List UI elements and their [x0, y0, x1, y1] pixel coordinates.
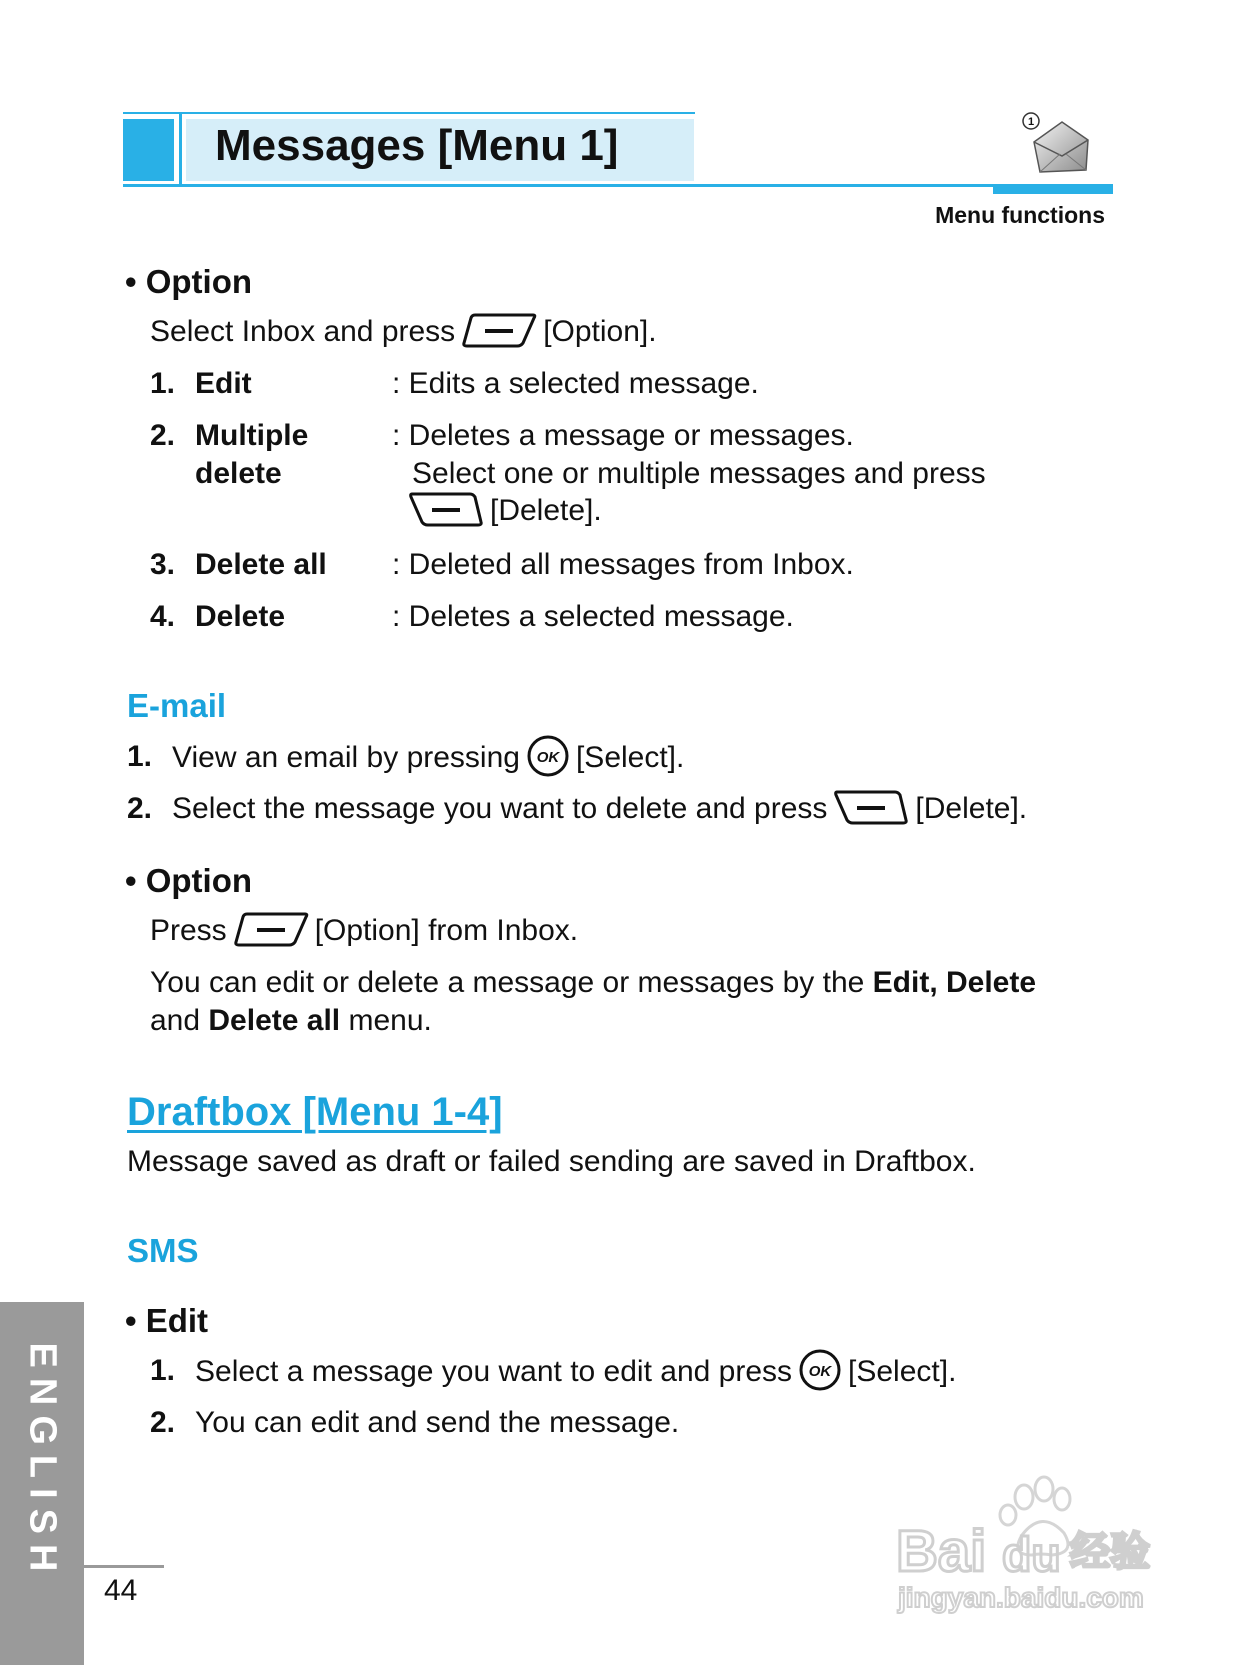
- left-soft-key-icon: [461, 312, 537, 348]
- header-accent-block: [123, 119, 174, 181]
- ok-key-icon: [526, 734, 570, 778]
- page-title: Messages [Menu 1]: [215, 121, 619, 170]
- ok-key-label: OK: [536, 749, 560, 766]
- step-suffix: [Delete].: [915, 792, 1028, 825]
- watermark-cn: 经验: [1070, 1529, 1150, 1575]
- step-text: Select a message you want to edit and press: [195, 1354, 793, 1388]
- header-rule-top: [123, 112, 695, 114]
- option-heading: • Option: [125, 862, 253, 899]
- option-intro-suffix: [Option] from Inbox.: [314, 914, 579, 947]
- right-soft-key-icon: [408, 491, 484, 527]
- baidu-watermark: [892, 1475, 1182, 1615]
- left-soft-key-icon: [233, 911, 309, 947]
- step-text: Select the message you want to delete and press: [172, 792, 828, 825]
- paragraph-bold: Edit, Delete: [872, 966, 1037, 999]
- step-number: 1.: [150, 1354, 176, 1387]
- envelope-badge: 1: [1027, 116, 1035, 128]
- section-label: Menu functions: [935, 202, 1105, 228]
- item-description: : Deletes a message or messages.: [392, 419, 854, 452]
- ok-key-label: OK: [808, 1363, 832, 1380]
- item-name: Delete all: [195, 548, 327, 581]
- item-description: : Deleted all messages from Inbox.: [392, 548, 854, 581]
- option-intro-text: Select Inbox and press: [150, 315, 456, 348]
- paragraph-text: and: [150, 1004, 209, 1037]
- item-description: : Deletes a selected message.: [392, 600, 794, 633]
- item-number: 2.: [150, 419, 176, 452]
- watermark-brand-2: du: [1002, 1529, 1061, 1582]
- sms-step: [195, 1354, 956, 1392]
- option-intro-suffix: [Option].: [543, 315, 657, 348]
- page-number: 44: [104, 1574, 138, 1607]
- watermark-url: jingyan.baidu.com: [898, 1582, 1144, 1613]
- email-heading: E-mail: [127, 687, 227, 724]
- item-number: 4.: [150, 600, 176, 633]
- item-description-line2: Select one or multiple messages and press: [412, 457, 986, 490]
- paragraph-bold: Delete all: [208, 1004, 341, 1037]
- item-description-line3: [408, 494, 602, 528]
- step-number: 2.: [150, 1406, 176, 1439]
- step-suffix: [Select].: [575, 740, 685, 774]
- item-description: : Edits a selected message.: [392, 367, 759, 400]
- step-text: You can edit and send the message.: [195, 1406, 680, 1439]
- option-paragraph-line1: [150, 966, 1036, 1000]
- watermark-brand: Bai: [896, 1519, 987, 1584]
- header-divider: [179, 112, 182, 186]
- email-step: [172, 740, 684, 778]
- page-number-rule: [84, 1565, 164, 1568]
- step-text: View an email by pressing: [172, 740, 520, 774]
- language-label: ENGLISH: [21, 1342, 64, 1582]
- paragraph-text: You can edit or delete a message or messages by the: [150, 966, 873, 999]
- step-suffix: [Select].: [848, 1354, 957, 1388]
- header-rule-bottom: [123, 184, 1113, 187]
- option-intro: [150, 914, 578, 948]
- item-description-suffix: [Delete].: [490, 494, 602, 527]
- email-step: [172, 792, 1027, 826]
- item-number: 1.: [150, 367, 176, 400]
- option-heading: • Option: [125, 263, 253, 300]
- item-number: 3.: [150, 548, 176, 581]
- header-tab: [993, 184, 1113, 194]
- draftbox-heading: Draftbox [Menu 1-4]: [127, 1090, 503, 1134]
- item-name-line2: delete: [195, 457, 282, 490]
- item-name: Multiple: [195, 419, 309, 452]
- envelope-icon: [1022, 112, 1092, 180]
- option-intro: [150, 315, 657, 349]
- sms-heading: SMS: [127, 1232, 199, 1269]
- ok-key-icon: [798, 1348, 842, 1392]
- edit-heading: • Edit: [125, 1302, 209, 1339]
- option-intro-text: Press: [150, 914, 227, 947]
- item-name: Delete: [195, 600, 286, 633]
- option-paragraph-line2: [150, 1004, 432, 1038]
- step-number: 1.: [127, 740, 153, 773]
- right-soft-key-icon: [833, 789, 909, 825]
- paragraph-text: menu.: [340, 1004, 432, 1037]
- draftbox-description: Message saved as draft or failed sending are saved in Draftbox.: [127, 1145, 976, 1178]
- item-name: Edit: [195, 367, 252, 400]
- step-number: 2.: [127, 792, 153, 825]
